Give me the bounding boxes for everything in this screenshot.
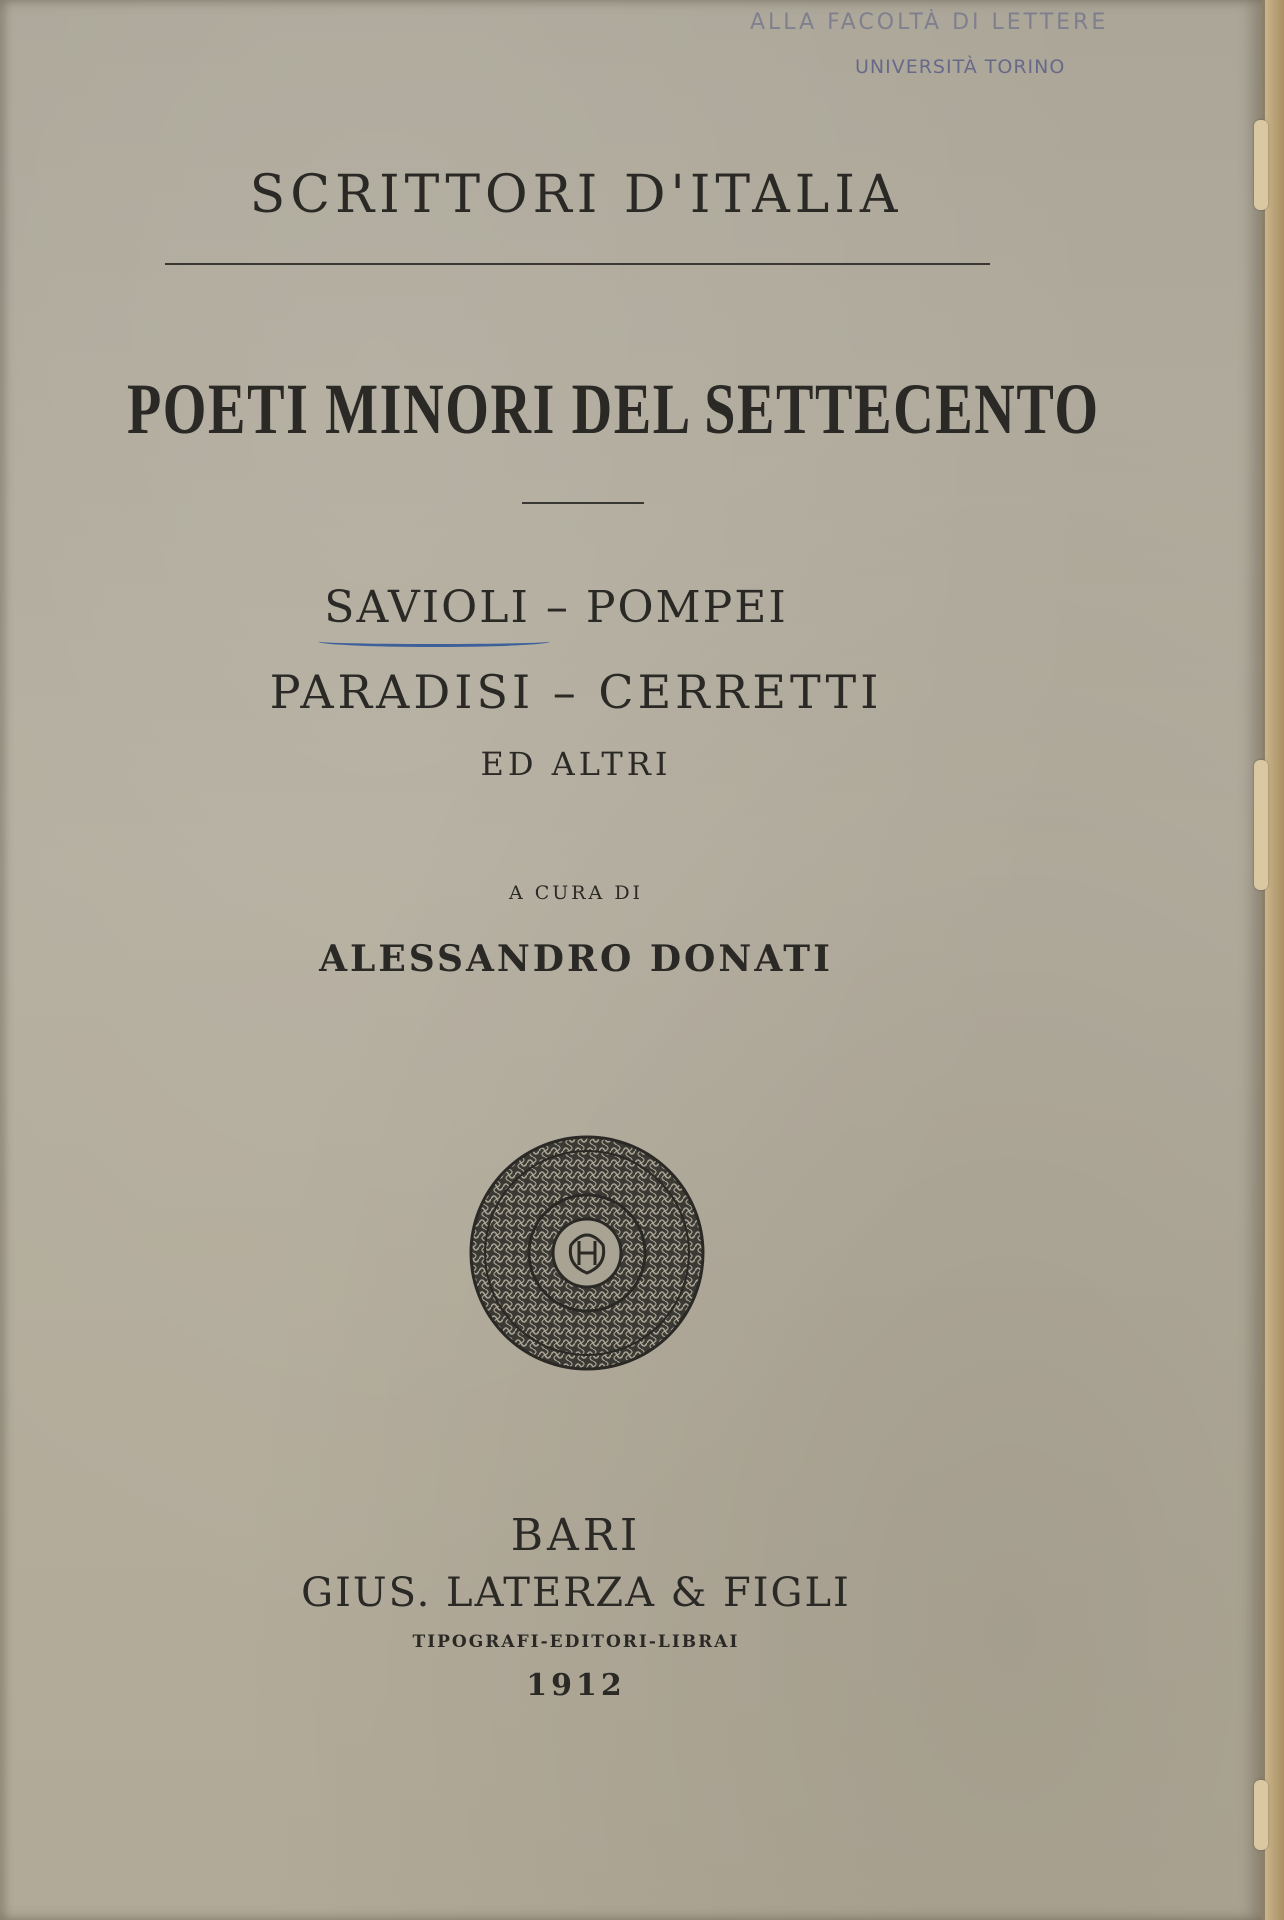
- imprint-city: BARI: [510, 1510, 642, 1561]
- publisher-emblem-icon: [467, 1133, 707, 1373]
- stamp-top-text: ALLA FACOLTÀ DI LETTERE: [750, 10, 1109, 35]
- book-title: POETI MINORI DEL SETTECENTO: [126, 369, 1100, 449]
- stamp-bottom-text: UNIVERSITÀ TORINO: [855, 56, 1066, 78]
- series-title: SCRITTORI D'ITALIA: [249, 165, 903, 225]
- short-divider-rule: [522, 502, 644, 504]
- imprint-trade: TIPOGRAFI-EDITORI-LIBRAI: [412, 1632, 740, 1652]
- divider-rule: [165, 263, 990, 265]
- author-savioli: SAVIOLI: [324, 582, 530, 633]
- library-stamp: [730, 0, 1230, 92]
- underlined-author: [324, 582, 546, 633]
- imprint-publisher: GIUS. LATERZA & FIGLI: [301, 1570, 851, 1616]
- authors-line-3: ED ALTRI: [480, 745, 672, 783]
- imprint-year: 1912: [526, 1668, 626, 1703]
- author-separator: –: [545, 582, 586, 633]
- author-pompei: POMPEI: [585, 582, 788, 633]
- authors-line-2: PARADISI – CERRETTI: [269, 665, 883, 719]
- curator-label: A CURA DI: [508, 882, 644, 904]
- curator-name: ALESSANDRO DONATI: [319, 938, 833, 980]
- pen-underline: [318, 636, 550, 647]
- torn-edge: [1254, 1780, 1268, 1850]
- authors-line-1: [0, 582, 1262, 633]
